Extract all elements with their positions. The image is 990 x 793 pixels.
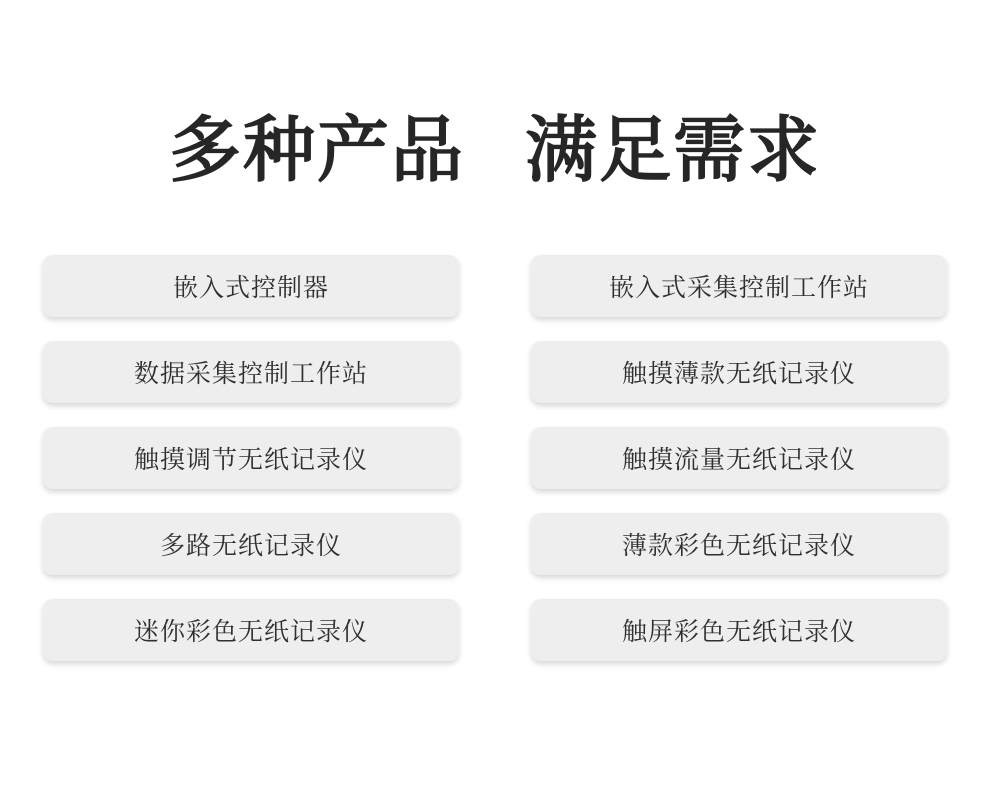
page-title xyxy=(0,0,990,191)
list-item[interactable]: 多路无纸记录仪 xyxy=(43,513,459,575)
list-item[interactable]: 薄款彩色无纸记录仪 xyxy=(531,513,947,575)
list-item[interactable]: 触摸调节无纸记录仪 xyxy=(43,427,459,489)
list-item[interactable]: 迷你彩色无纸记录仪 xyxy=(43,599,459,661)
list-item[interactable]: 触摸薄款无纸记录仪 xyxy=(531,341,947,403)
list-item[interactable]: 触摸流量无纸记录仪 xyxy=(531,427,947,489)
page-title-part-2: 满足需求 xyxy=(525,111,822,191)
product-column-left xyxy=(43,255,459,661)
list-item[interactable]: 嵌入式采集控制工作站 xyxy=(531,255,947,317)
list-item[interactable]: 嵌入式控制器 xyxy=(43,255,459,317)
list-item[interactable]: 数据采集控制工作站 xyxy=(43,341,459,403)
list-item[interactable]: 触屏彩色无纸记录仪 xyxy=(531,599,947,661)
product-column-right xyxy=(531,255,947,661)
page-title-part-1: 多种产品 xyxy=(168,111,465,191)
product-columns xyxy=(0,255,990,661)
